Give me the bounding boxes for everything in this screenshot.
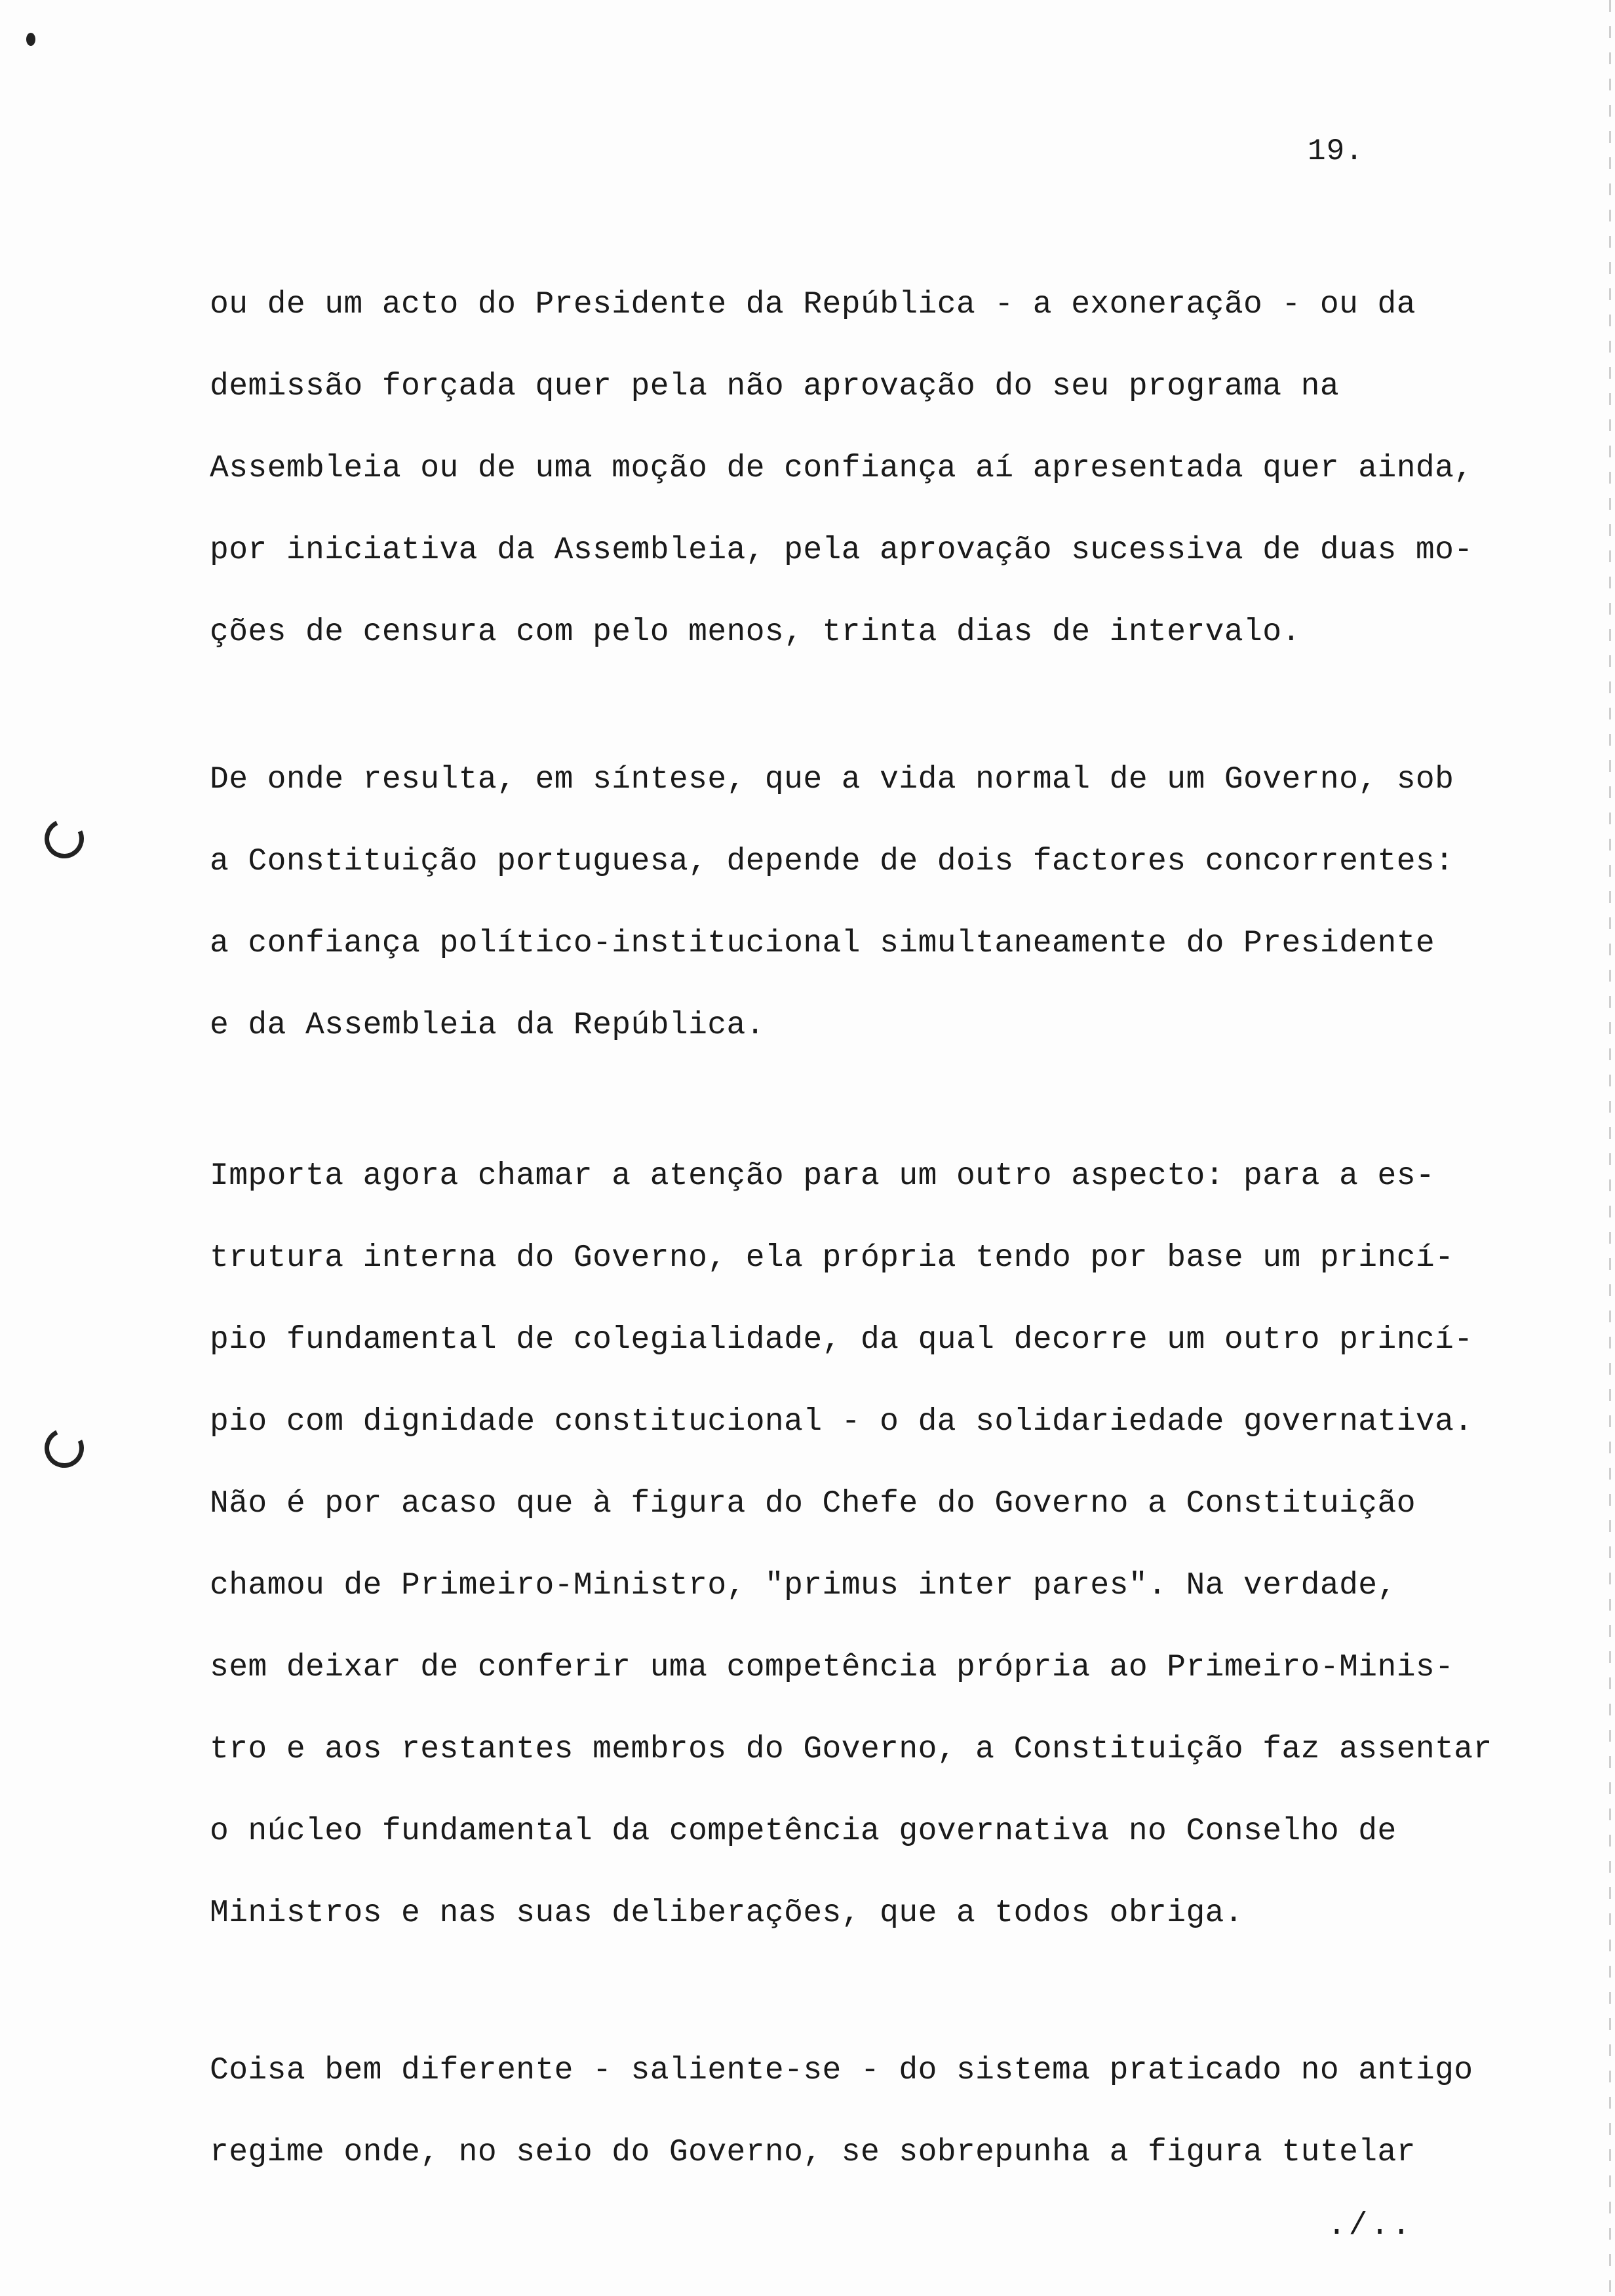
text-line: chamou de Primeiro-Ministro, "primus inter pares". Na verdade, bbox=[210, 1568, 1397, 1603]
scan-mark bbox=[26, 33, 35, 46]
text-line: Assembleia ou de uma moção de confiança aí apresentada quer ainda, bbox=[210, 451, 1473, 486]
text-line: pio com dignidade constitucional - o da solidariedade governativa. bbox=[210, 1404, 1473, 1440]
text-line: trutura interna do Governo, ela própria tendo por base um princí- bbox=[210, 1240, 1454, 1276]
text-line: Ministros e nas suas deliberações, que a todos obriga. bbox=[210, 1896, 1244, 1931]
punch-hole-mark bbox=[39, 814, 90, 864]
text-line: Não é por acaso que à figura do Chefe do Governo a Constituição bbox=[210, 1486, 1416, 1521]
text-line: tro e aos restantes membros do Governo, a Constituição faz assentar bbox=[210, 1732, 1492, 1767]
text-line: a Constituição portuguesa, depende de dois factores concorrentes: bbox=[210, 844, 1454, 879]
text-line: e da Assembleia da República. bbox=[210, 1008, 765, 1043]
text-line: regime onde, no seio do Governo, se sobrepunha a figura tutelar bbox=[210, 2135, 1416, 2170]
punch-hole-mark bbox=[39, 1423, 90, 1474]
text-line: Coisa bem diferente - saliente-se - do sistema praticado no antigo bbox=[210, 2053, 1473, 2088]
text-line: pio fundamental de colegialidade, da qual decorre um outro princí- bbox=[210, 1322, 1473, 1358]
text-line: ou de um acto do Presidente da República - a exoneração - ou da bbox=[210, 287, 1416, 322]
text-line: por iniciativa da Assembleia, pela aprovação sucessiva de duas mo- bbox=[210, 533, 1473, 568]
text-line: sem deixar de conferir uma competência própria ao Primeiro-Minis- bbox=[210, 1650, 1454, 1685]
text-line: Importa agora chamar a atenção para um outro aspecto: para a es- bbox=[210, 1158, 1435, 1194]
text-line: ções de censura com pelo menos, trinta dias de intervalo. bbox=[210, 615, 1301, 650]
page-number: 19. bbox=[1308, 134, 1364, 168]
text-line: demissão forçada quer pela não aprovação do seu programa na bbox=[210, 369, 1340, 404]
page-edge-artifact bbox=[1609, 0, 1611, 2296]
text-line: a confiança político-institucional simultaneamente do Presidente bbox=[210, 926, 1435, 961]
text-line: o núcleo fundamental da competência governativa no Conselho de bbox=[210, 1814, 1397, 1849]
continuation-mark: ./.. bbox=[1327, 2208, 1414, 2244]
text-line: De onde resulta, em síntese, que a vida normal de um Governo, sob bbox=[210, 762, 1454, 797]
